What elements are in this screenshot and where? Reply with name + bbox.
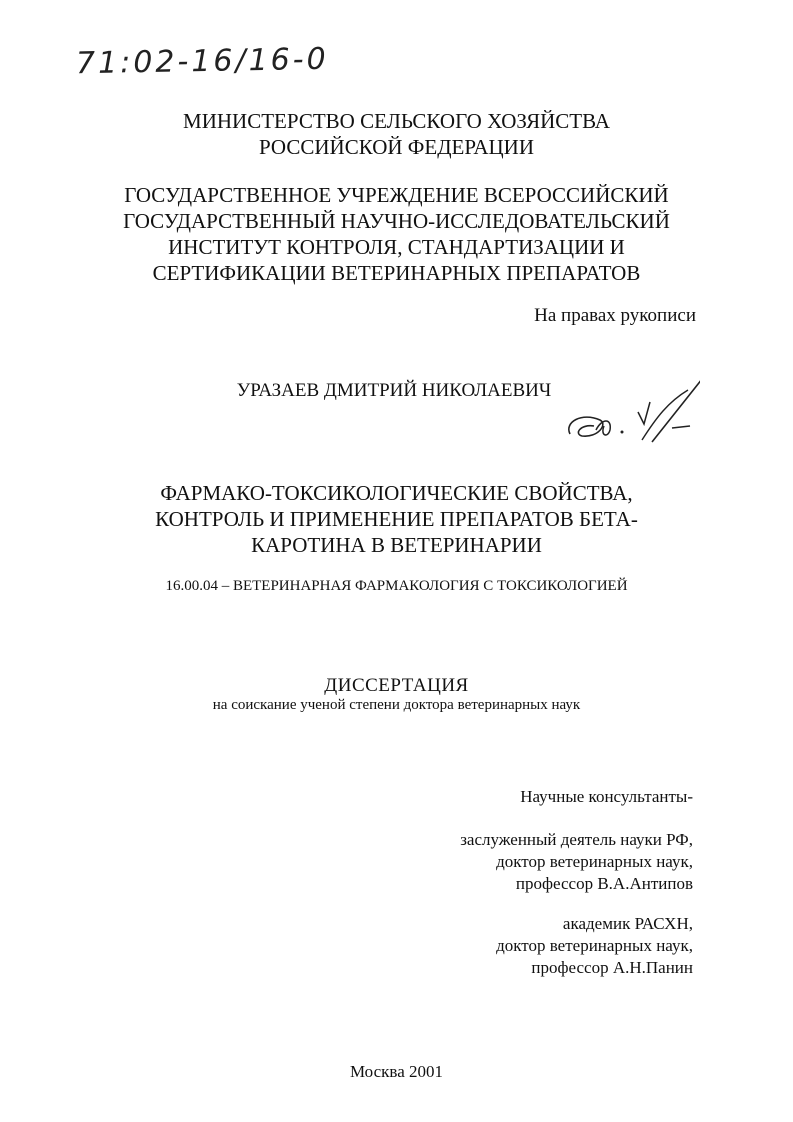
ministry-line: МИНИСТЕРСТВО СЕЛЬСКОГО ХОЗЯЙСТВА [183, 109, 610, 133]
ministry-heading [0, 108, 793, 160]
consultant-line: доктор ветеринарных наук, [496, 936, 693, 955]
handwritten-signature [560, 372, 700, 452]
specialty-code: 16.00.04 – ВЕТЕРИНАРНАЯ ФАРМАКОЛОГИЯ С ТОКСИКОЛОГИЕЙ [165, 578, 628, 594]
title-line: ФАРМАКО-ТОКСИКОЛОГИЧЕСКИЕ СВОЙСТВА, [160, 481, 633, 505]
consultant-entry [460, 829, 693, 895]
author-name: УРАЗАЕВ ДМИТРИЙ НИКОЛАЕВИЧ [236, 380, 552, 401]
institute-line: ГОСУДАРСТВЕННЫЙ НАУЧНО-ИССЛЕДОВАТЕЛЬСКИЙ [123, 209, 670, 233]
handwritten-archive-code: 71:02-16/16-0 [75, 41, 329, 82]
dissertation-title [0, 480, 793, 558]
ministry-line: РОССИЙСКОЙ ФЕДЕРАЦИИ [259, 135, 534, 159]
institute-line: ИНСТИТУТ КОНТРОЛЯ, СТАНДАРТИЗАЦИИ И [168, 235, 625, 259]
institute-line: ГОСУДАРСТВЕННОЕ УЧРЕЖДЕНИЕ ВСЕРОССИЙСКИЙ [124, 183, 669, 207]
consultants-heading: Научные консультанты- [520, 787, 693, 806]
consultant-line: заслуженный деятель науки РФ, [460, 830, 693, 849]
manuscript-rights-note: На правах рукописи [534, 305, 696, 326]
title-line: КОНТРОЛЬ И ПРИМЕНЕНИЕ ПРЕПАРАТОВ БЕТА- [155, 507, 638, 531]
document-type: ДИССЕРТАЦИЯ [324, 675, 469, 696]
consultant-line: профессор В.А.Антипов [515, 874, 693, 893]
consultant-line: академик РАСХН, [562, 914, 693, 933]
city-year: Москва 2001 [349, 1062, 444, 1081]
title-line: КАРОТИНА В ВЕТЕРИНАРИИ [251, 533, 542, 557]
institute-line: СЕРТИФИКАЦИИ ВЕТЕРИНАРНЫХ ПРЕПАРАТОВ [152, 261, 641, 285]
consultant-entry [496, 913, 693, 979]
institute-heading [0, 182, 793, 286]
consultant-line: доктор ветеринарных наук, [496, 852, 693, 871]
degree-line: на соискание ученой степени доктора ветеринарных наук [212, 697, 581, 713]
consultant-line: профессор А.Н.Панин [531, 958, 693, 977]
